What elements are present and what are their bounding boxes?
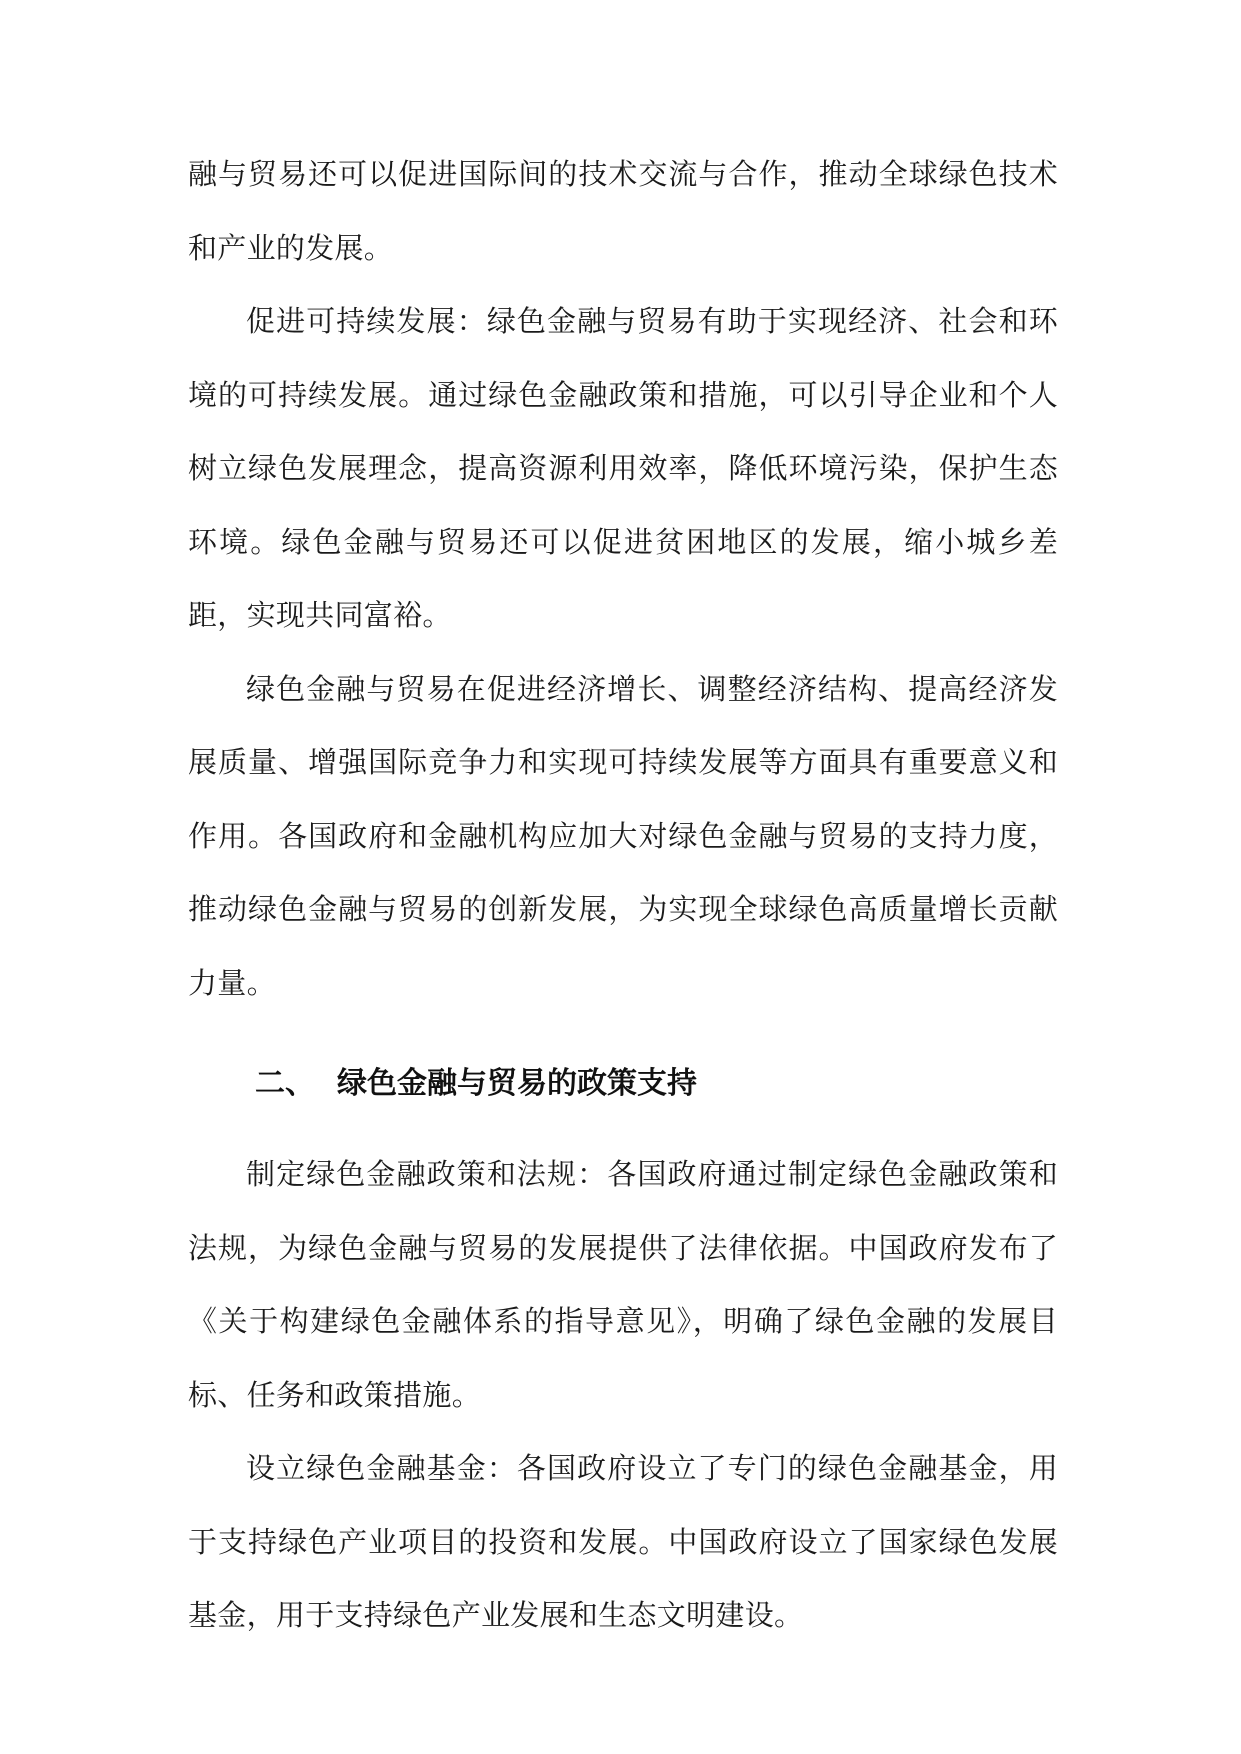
paragraph-continued-tech-exchange: 融与贸易还可以促进国际间的技术交流与合作，推动全球绿色技术和产业的发展。 bbox=[188, 157, 1058, 265]
section-number: 二、 bbox=[255, 1066, 315, 1101]
section-title: 绿色金融与贸易的政策支持 bbox=[337, 1066, 697, 1101]
document-body bbox=[188, 138, 1058, 1653]
paragraph-sustainable-development: 促进可持续发展：绿色金融与贸易有助于实现经济、社会和环境的可持续发展。通过绿色金融政策和措施，可以引导企业和个人树立绿色发展理念，提高资源利用效率，降低环境污染，保护生态环境。绿色金融与贸易还可以促进贫困地区的发展，缩小城乡差距，实现共同富裕。 bbox=[188, 304, 1058, 632]
section-heading bbox=[188, 1048, 1058, 1120]
paragraph-summary-significance: 绿色金融与贸易在促进经济增长、调整经济结构、提高经济发展质量、增强国际竞争力和实现可持续发展等方面具有重要意义和作用。各国政府和金融机构应加大对绿色金融与贸易的支持力度，推动绿色金融与贸易的创新发展，为实现全球绿色高质量增长贡献力量。 bbox=[188, 671, 1058, 1000]
paragraph-green-finance-fund: 设立绿色金融基金：各国政府设立了专门的绿色金融基金，用于支持绿色产业项目的投资和发展。中国政府设立了国家绿色发展基金，用于支持绿色产业发展和生态文明建设。 bbox=[188, 1451, 1058, 1632]
paragraph-green-finance-policy: 制定绿色金融政策和法规：各国政府通过制定绿色金融政策和法规，为绿色金融与贸易的发展提供了法律依据。中国政府发布了《关于构建绿色金融体系的指导意见》，明确了绿色金融的发展目标、任务和政策措施。 bbox=[188, 1157, 1058, 1412]
